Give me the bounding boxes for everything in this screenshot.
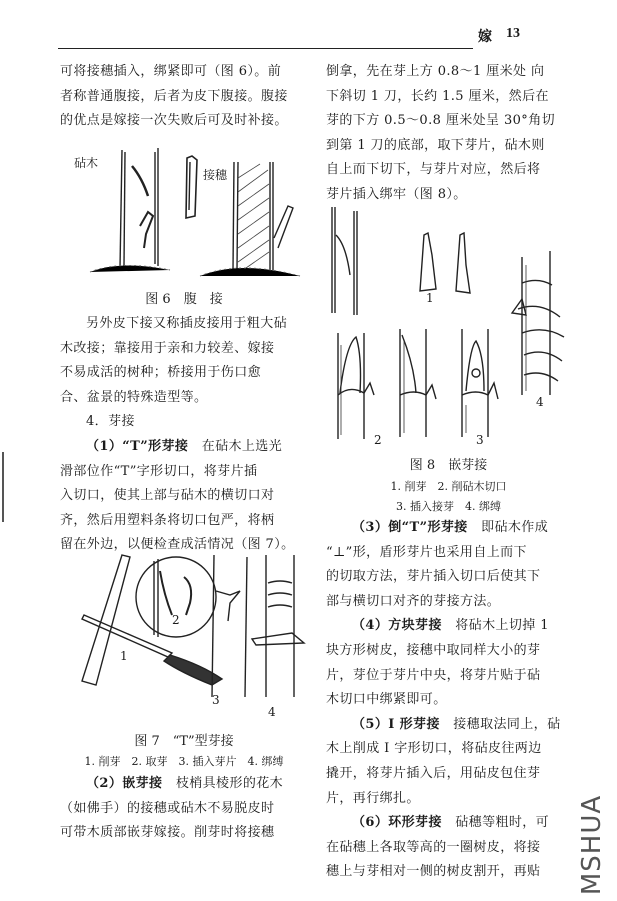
watermark (578, 790, 617, 900)
fig8-number-4: 4 (536, 395, 544, 409)
text-line: 滑部位作“T”字形切口，将芽片插 (60, 463, 258, 479)
text-fragment: 将砧木上切掉 1 (455, 618, 549, 634)
subsection-heading: （3）倒“T”形芽接 (352, 520, 468, 535)
subsection-heading: （6）环形芽接 (352, 815, 442, 831)
figure-7-subcaption: 1. 削芽 2. 取芽 3. 插入芽片 4. 绑缚 (84, 755, 284, 768)
running-header (58, 26, 520, 48)
right-column-paras (326, 516, 578, 885)
text-fragment: 即砧木作成 (481, 520, 549, 535)
figure-7 (72, 545, 312, 720)
text-line: 自上而下切下，与芽片对应，然后将 (326, 162, 541, 178)
subsection-heading: （2）嵌芽接 (86, 776, 163, 791)
fig7-number-1: 1 (120, 649, 128, 663)
text-line: 到第 1 刀的底部，取下芽片，砧木则 (326, 137, 545, 153)
text-line (326, 516, 578, 541)
figure-8-subcaption-2: 3. 插入接芽 4. 绑缚 (396, 500, 501, 513)
text-line (60, 772, 308, 797)
text-line: 合、盆景的特殊造型等。 (60, 389, 208, 405)
label-rootstock: 砧木 (74, 156, 99, 170)
figure-6 (60, 148, 310, 283)
text-line (326, 811, 578, 836)
fig8-number-3: 3 (476, 433, 484, 447)
scan-edge-mark (2, 452, 4, 522)
text-line: 齐，然后用塑料条将切口包严，将柄 (60, 512, 275, 528)
subsection-heading: （5）I 形芽接 (352, 716, 440, 732)
text-line: 穗上与芽相对一侧的树皮割开，再贴 (326, 864, 541, 880)
text-line: 片，芽位于芽片中央，将芽片贴于砧 (326, 667, 541, 683)
text-line: 下斜切 1 刀，长约 1.5 厘米，然后在 (326, 88, 549, 104)
chapter-title: 嫁 (478, 29, 492, 45)
chip-bud-graft-illustration (326, 205, 586, 450)
text-line: 部与横切口对齐的芽接方法。 (326, 593, 501, 609)
fig7-number-3: 3 (212, 693, 220, 707)
text-line (60, 435, 308, 460)
t-bud-graft-illustration (72, 545, 312, 720)
text-fragment: 砧穗等粗时，可 (455, 815, 550, 831)
text-line: 不易成活的树种；桥接用于伤口愈 (60, 365, 262, 381)
text-line (326, 614, 578, 639)
text-line: 可带木质部嵌芽嫁接。削芽时将接穗 (60, 825, 275, 841)
text-line: （如佛手）的接穗或砧木不易脱皮时 (60, 800, 275, 816)
text-line: 木上削成 I 字形切口，将砧皮往两边 (326, 741, 542, 757)
text-line: 片，再行绑扎。 (326, 790, 420, 806)
watermark-text: MSHUA (577, 794, 608, 896)
text-line: 可将接穗插入，绑紧即可（图 6）。前 (60, 64, 282, 79)
left-column-para1 (60, 60, 308, 134)
left-column-para4 (60, 772, 308, 846)
figure-8-subcaption-1: 1. 削芽 2. 削砧木切口 (390, 480, 507, 493)
text-fragment: 枝梢具棱形的花木 (175, 776, 284, 791)
text-line (326, 713, 578, 738)
text-line: 另外皮下接又称插皮接用于粗大砧 (86, 316, 288, 331)
text-line: “⊥”形，盾形芽片也采用自上而下 (326, 544, 527, 560)
page-number: 13 (506, 26, 520, 41)
right-column-para1 (326, 60, 578, 208)
figure-7-caption: 图 7 “T”型芽接 (134, 734, 234, 749)
text-line: 倒拿，先在芽上方 0.8～1 厘米处 向 (326, 64, 545, 79)
figure-8-caption: 图 8 嵌芽接 (409, 458, 488, 473)
section-heading: 4．芽接 (86, 414, 135, 430)
text-line: 块方形树皮，接穗中取同样大小的芽 (326, 642, 541, 658)
header-rule (58, 48, 473, 49)
text-fragment: 在砧木上选光 (201, 438, 283, 454)
text-line: 留在外边，以便检查成活情况（图 7）。 (60, 537, 295, 553)
text-line: 撬开，将芽片插入后，用砧皮包住芽 (326, 765, 541, 781)
text-line: 木改接；靠接用于亲和力较差、嫁接 (60, 340, 275, 356)
subsection-heading: （1）“T”形芽接 (86, 438, 189, 454)
fig8-number-2: 2 (374, 433, 382, 447)
text-line: 的切取方法，芽片插入切口后使其下 (326, 569, 541, 585)
text-line: 芽的下方 0.5～0.8 厘米处呈 30°角切 (326, 113, 555, 129)
fig8-number-1: 1 (426, 291, 434, 305)
text-line: 木切口中绑紧即可。 (326, 692, 447, 708)
text-line: 的优点是嫁接一次失败后可及时补接。 (60, 113, 288, 129)
fig7-number-4: 4 (268, 705, 276, 719)
text-line: 在砧穗上各取等高的一圈树皮，将接 (326, 839, 541, 855)
text-line: 芽片插入绑牢（图 8）。 (326, 186, 467, 202)
text-line: 入切口，使其上部与砧木的横切口对 (60, 488, 275, 504)
figure-6-caption: 图 6 腹 接 (145, 292, 223, 307)
fig7-number-2: 2 (172, 613, 180, 627)
subsection-heading: （4）方块芽接 (352, 618, 442, 634)
text-line: 者称普通腹接，后者为皮下腹接。腹接 (60, 88, 288, 104)
left-column-para2 (60, 312, 308, 558)
figure-8 (326, 205, 586, 450)
label-scion: 接穗 (203, 168, 228, 182)
text-fragment: 接穗取法同上，砧 (453, 716, 561, 732)
